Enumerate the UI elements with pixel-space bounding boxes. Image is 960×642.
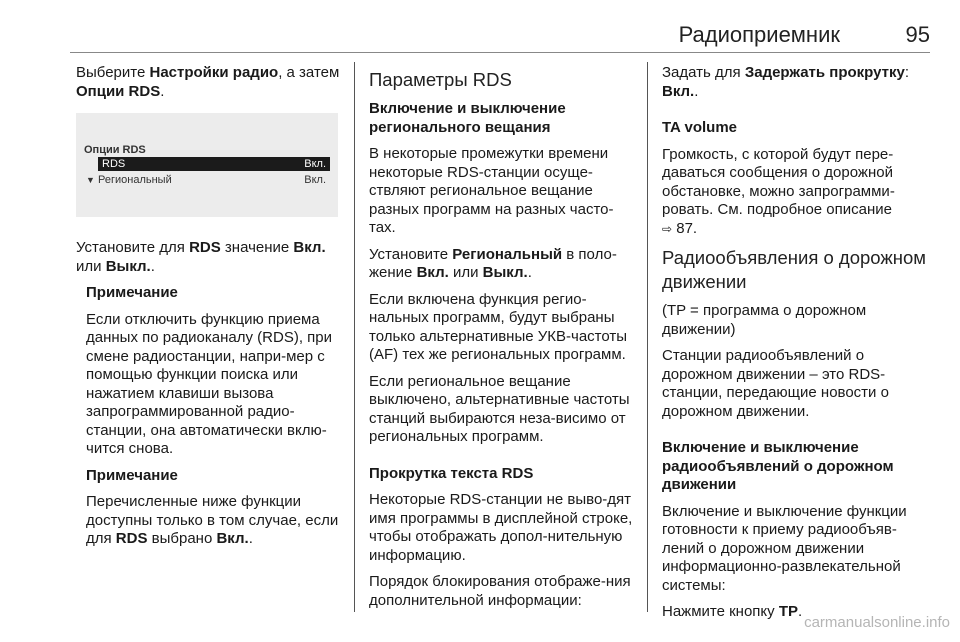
paragraph: Если региональное вещание выключено, альтернативные частоты станций выбираются неза-висимо от региональных программ. (369, 372, 630, 445)
text: Вкл. (416, 264, 449, 281)
page-number: 95 (905, 22, 930, 47)
text: Выкл. (482, 264, 528, 281)
note-title: Примечание (86, 466, 178, 484)
subsection-heading: Включение и выключение радиообъявлений о дорожном движении (662, 439, 894, 493)
text: Вкл. (216, 530, 249, 547)
paragraph (662, 146, 932, 239)
paragraph: В некоторые промежутки времени некоторые RDS-станции осуще-ствляют региональное вещание разных программ на разных часто-тах. (369, 145, 614, 236)
text: в поло-жение (369, 245, 617, 281)
text: Задержать прокрутку (744, 64, 905, 81)
page-title: Радиоприемник (678, 22, 840, 47)
text: . (527, 264, 532, 281)
screen-row-selected (98, 157, 330, 171)
text: Региональный (452, 245, 563, 263)
screen-row-label: Региональный (98, 174, 172, 186)
page-ref-link[interactable]: 87. (672, 219, 698, 237)
screen-row (84, 173, 330, 187)
paragraph: Включение и выключение функции готовности к приему радиообъяв-лений о дорожном движении информационно-развлекательной системы: (662, 502, 907, 594)
paragraph (662, 64, 932, 101)
text: TP (778, 603, 798, 620)
paragraph: (TP = программа о дорожном движении) (662, 302, 867, 338)
text: Задать для (662, 64, 745, 81)
column-divider-1 (354, 62, 355, 612)
text: значение (220, 239, 294, 256)
text: . (694, 82, 699, 100)
note-text (86, 493, 344, 549)
subsection-heading: TA volume (662, 119, 738, 136)
header-rule (70, 52, 930, 53)
column-divider-2 (647, 62, 648, 612)
text: Выберите (76, 64, 150, 81)
screen-row-label: RDS (102, 158, 126, 170)
text: Перечисленные ниже функции доступны только в том случае, если для (86, 493, 339, 547)
text: Вкл. (293, 239, 326, 256)
section-heading: Радиообъявления о дорожном движении (662, 247, 926, 292)
column-1 (76, 64, 344, 557)
paragraph: Если включена функция регио-нальных программ, будут выбраны только альтернативные УКВ-частоты (AF) тех же региональных программ. (369, 290, 628, 363)
subsection-heading: Прокрутка текста RDS (369, 464, 534, 482)
note-text: Если отключить функцию приема данных по радиоканалу (RDS), при смене радиостанции, напри-мер с помощью функции поиска или нажатием клавиши вызова запрограммированной радио-станции, она автоматически вклю-чится снова. (86, 310, 333, 457)
text: RDS (115, 530, 148, 547)
subsection-heading: Включение и выключение регионального вещания (369, 100, 566, 136)
text: Нажмите кнопку (662, 603, 779, 620)
page-ref-arrow-icon: ⇨ (662, 221, 673, 236)
text: : (904, 64, 910, 81)
paragraph (76, 64, 344, 101)
rds-options-screen (76, 113, 338, 217)
text: или (448, 264, 483, 281)
paragraph (76, 239, 344, 276)
screen-row-value: Вкл. (304, 174, 326, 186)
section-heading: Параметры RDS (369, 69, 512, 90)
text: или (76, 257, 106, 275)
text: Установите для (76, 239, 190, 256)
note-title: Примечание (86, 284, 178, 301)
paragraph: Порядок блокирования отображе-ния дополнительной информации: (369, 573, 631, 609)
screen-title: Опции RDS (84, 144, 146, 156)
column-2 (369, 64, 637, 618)
text: , а затем (278, 64, 340, 81)
menu-name: Настройки радио (149, 64, 279, 81)
triangle-down-icon: ▼ (86, 175, 95, 185)
paragraph: Некоторые RDS-станции не выво-дят имя программы в дисплейной строке, чтобы отображать допол-нительную информацию. (369, 491, 633, 564)
text: . (150, 257, 155, 275)
paragraph: Станции радиообъявлений о дорожном движении – это RDS-станции, передающие новости о дорожном движении. (662, 347, 889, 420)
text: Громкость, с которой будут пере-даваться сообщения о дорожной обстановке, можно запрограмми-ровать. См. подробное описание (662, 145, 895, 218)
menu-name: Опции RDS (76, 82, 161, 100)
text: Установите (369, 245, 453, 263)
screen-row-value: Вкл. (304, 158, 326, 170)
column-3 (662, 64, 932, 630)
text: . (248, 530, 253, 547)
text: Выкл. (105, 257, 151, 275)
watermark: carmanualsonline.info (804, 614, 950, 631)
text: выбрано (147, 530, 217, 547)
text: . (160, 82, 165, 100)
note-block (76, 284, 344, 549)
text: . (798, 603, 803, 620)
paragraph (369, 246, 637, 283)
text: Вкл. (662, 82, 695, 100)
text: RDS (189, 239, 221, 256)
